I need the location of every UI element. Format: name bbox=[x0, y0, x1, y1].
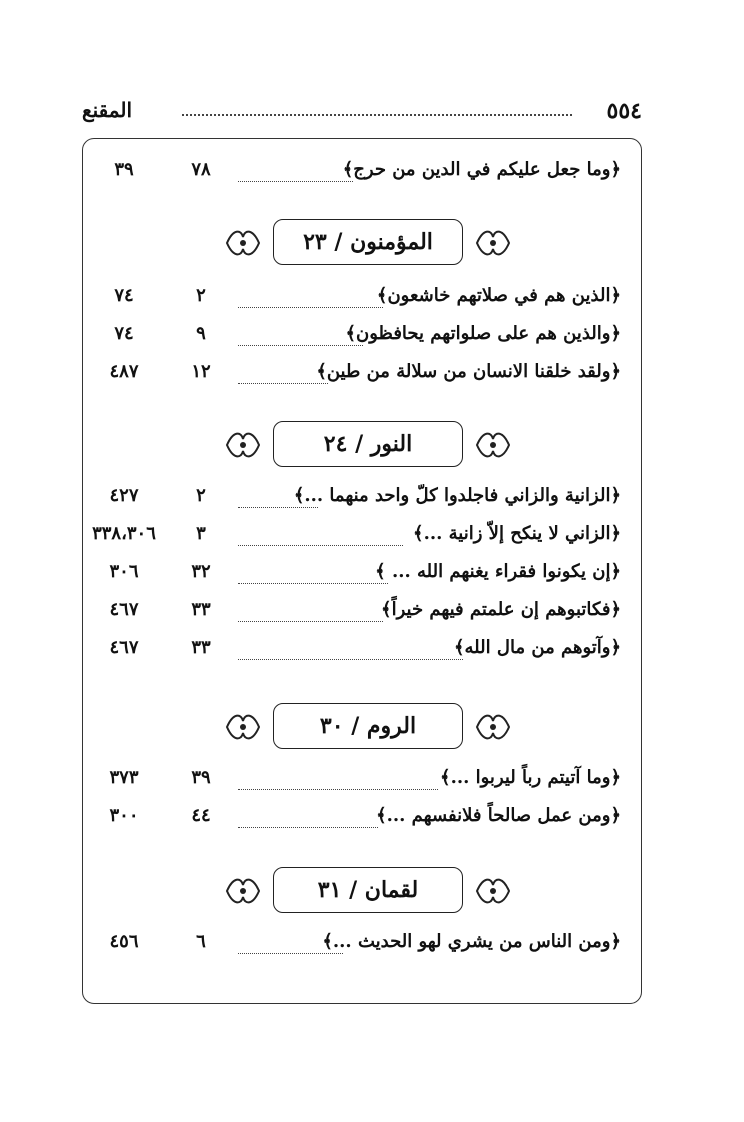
index-entry bbox=[83, 485, 643, 519]
page-reference: ٣٠٦ bbox=[109, 561, 139, 582]
ornament-icon bbox=[223, 871, 263, 911]
dotted-leader bbox=[238, 507, 318, 508]
surah-title: الروم / ٣٠ bbox=[273, 703, 463, 749]
dotted-leader bbox=[238, 181, 353, 182]
page-reference: ٣٠٠ bbox=[109, 805, 139, 826]
ornament-icon bbox=[223, 425, 263, 465]
dotted-leader bbox=[238, 383, 328, 384]
surah-heading bbox=[223, 703, 513, 753]
header-dotted-rule bbox=[182, 114, 572, 116]
index-entry bbox=[83, 159, 643, 193]
ayah-number: ٧٨ bbox=[191, 159, 211, 180]
dotted-leader bbox=[238, 789, 438, 790]
page-reference: ٧٤ bbox=[114, 285, 134, 306]
verse-text: ﴿والذين هم على صلواتهم يحافظون﴾ bbox=[345, 323, 621, 344]
verse-text: ﴿ومن عمل صالحاً فلانفسهم ...﴾ bbox=[376, 805, 621, 826]
surah-title: النور / ٢٤ bbox=[273, 421, 463, 467]
dotted-leader bbox=[238, 345, 363, 346]
surah-title: المؤمنون / ٢٣ bbox=[273, 219, 463, 265]
dotted-leader bbox=[238, 621, 383, 622]
page-reference: ٤٨٧ bbox=[109, 361, 139, 382]
index-entry bbox=[83, 805, 643, 839]
page-reference: ٣٧٣ bbox=[109, 767, 139, 788]
ornament-icon bbox=[473, 871, 513, 911]
index-entry bbox=[83, 767, 643, 801]
index-entry bbox=[83, 561, 643, 595]
ayah-number: ١٢ bbox=[191, 361, 211, 382]
ayah-number: ٦ bbox=[196, 931, 206, 952]
dotted-leader bbox=[238, 659, 463, 660]
page-reference: ٣٣٨،٣٠٦ bbox=[92, 523, 156, 544]
page-reference: ٤٥٦ bbox=[109, 931, 139, 952]
ornament-icon bbox=[473, 707, 513, 747]
dotted-leader bbox=[238, 545, 403, 546]
ornament-icon bbox=[473, 425, 513, 465]
verse-text: ﴿وما جعل عليكم في الدين من حرج﴾ bbox=[342, 159, 621, 180]
ayah-number: ٣ bbox=[196, 523, 206, 544]
page-reference: ٤٦٧ bbox=[109, 637, 139, 658]
verse-text: ﴿ولقد خلقنا الانسان من سلالة من طين﴾ bbox=[316, 361, 621, 382]
verse-text: ﴿الزانية والزاني فاجلدوا كلّ واحد منهما ...﴾ bbox=[293, 485, 621, 506]
ayah-number: ٣٩ bbox=[191, 767, 211, 788]
ayah-number: ٩ bbox=[196, 323, 206, 344]
verse-text: ﴿الزاني لا ينكح إلاّ زانية ...﴾ bbox=[413, 523, 621, 544]
verse-text: ﴿ومن الناس من يشري لهو الحديث ...﴾ bbox=[322, 931, 621, 952]
verse-text: ﴿إن يكونوا فقراء يغنهم الله ... ﴾ bbox=[375, 561, 621, 582]
verse-text: ﴿الذين هم في صلاتهم خاشعون﴾ bbox=[376, 285, 621, 306]
dotted-leader bbox=[238, 583, 388, 584]
surah-heading bbox=[223, 421, 513, 471]
ayah-number: ٣٣ bbox=[191, 599, 211, 620]
ayah-number: ٣٢ bbox=[191, 561, 211, 582]
index-entry bbox=[83, 637, 643, 671]
page-reference: ٤٦٧ bbox=[109, 599, 139, 620]
ornament-icon bbox=[473, 223, 513, 263]
page-header bbox=[82, 98, 642, 128]
page-number: ٥٥٤ bbox=[606, 98, 642, 124]
index-entry bbox=[83, 523, 643, 557]
page-reference: ٣٩ bbox=[114, 159, 134, 180]
ayah-number: ٢ bbox=[196, 285, 206, 306]
ornament-icon bbox=[223, 223, 263, 263]
surah-title: لقمان / ٣١ bbox=[273, 867, 463, 913]
ornament-icon bbox=[223, 707, 263, 747]
index-entry bbox=[83, 285, 643, 319]
verse-text: ﴿وآتوهم من مال الله﴾ bbox=[453, 637, 621, 658]
index-frame bbox=[82, 138, 642, 1004]
ayah-number: ٣٣ bbox=[191, 637, 211, 658]
surah-heading bbox=[223, 867, 513, 917]
dotted-leader bbox=[238, 827, 378, 828]
ayah-number: ٤٤ bbox=[191, 805, 211, 826]
index-entry bbox=[83, 361, 643, 395]
index-entry bbox=[83, 599, 643, 633]
surah-heading bbox=[223, 219, 513, 269]
book-title: المقنع bbox=[82, 98, 133, 122]
verse-text: ﴿وما آتيتم رباً ليربوا ...﴾ bbox=[440, 767, 621, 788]
ayah-number: ٢ bbox=[196, 485, 206, 506]
index-entry bbox=[83, 931, 643, 965]
dotted-leader bbox=[238, 953, 343, 954]
dotted-leader bbox=[238, 307, 383, 308]
page-reference: ٤٢٧ bbox=[109, 485, 139, 506]
page-reference: ٧٤ bbox=[114, 323, 134, 344]
verse-text: ﴿فكاتبوهم إن علمتم فيهم خيراً﴾ bbox=[381, 599, 621, 620]
index-entry bbox=[83, 323, 643, 357]
